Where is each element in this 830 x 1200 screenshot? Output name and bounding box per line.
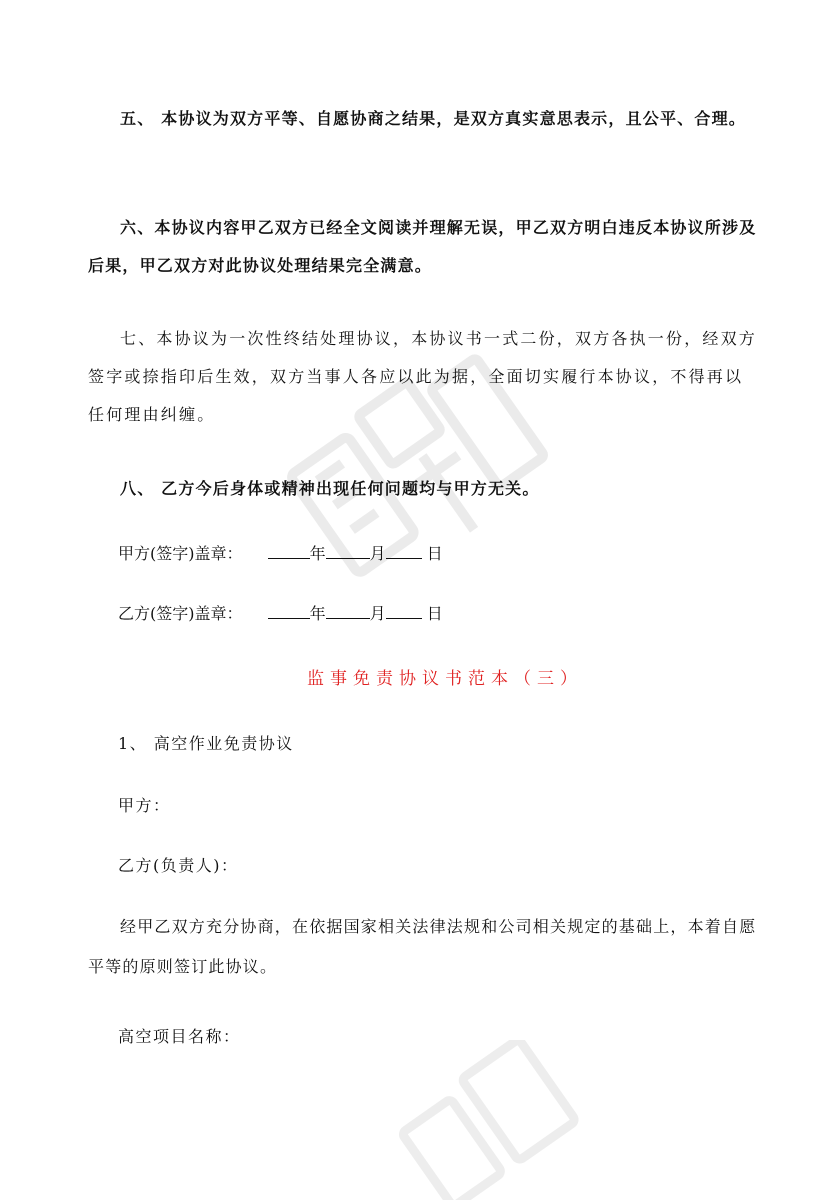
signature-line-party-a (118, 540, 443, 566)
clause-seven: 七、本协议为一次性终结处理协议，本协议书一式二份，双方各执一份，经双方签字或捺指印后生效，双方当事人各应以此为据，全面切实履行本协议，不得再以任何理由纠缠。 (88, 329, 758, 424)
watermark-logo-bottom (380, 1040, 600, 1200)
day-blank[interactable] (386, 540, 422, 559)
section-heading: 监事免责协议书范本（三） (307, 669, 583, 689)
day-label: 日 (426, 544, 443, 563)
day-blank[interactable] (386, 600, 422, 619)
agreement-intro: 经甲乙双方充分协商，在依据国家相关法律法规和公司相关规定的基础上，本着自愿平等的原则签订此协议。 (88, 917, 757, 976)
party-b-line: 乙方(负责人)： (118, 856, 239, 875)
year-blank[interactable] (268, 600, 310, 619)
month-blank[interactable] (326, 540, 370, 559)
signature-line-party-b (118, 600, 443, 626)
year-blank[interactable] (268, 540, 310, 559)
party-b-signature-label: 乙方(签字)盖章： (118, 604, 243, 623)
clause-eight: 八、 乙方今后身体或精神出现任何问题均与甲方无关。 (120, 479, 540, 498)
day-label: 日 (426, 604, 443, 623)
party-a-line: 甲方： (118, 796, 171, 815)
month-blank[interactable] (326, 600, 370, 619)
project-name-line: 高空项目名称： (118, 1027, 241, 1046)
clause-five: 五、 本协议为双方平等、自愿协商之结果，是双方真实意思表示，且公平、合理。 (120, 109, 746, 128)
clause-six: 六、本协议内容甲乙双方已经全文阅读并理解无误，甲乙双方明白违反本协议所涉及后果，甲乙双方对此协议处理结果完全满意。 (88, 218, 757, 275)
party-a-signature-label: 甲方(签字)盖章： (118, 544, 243, 563)
month-label: 月 (369, 544, 386, 563)
item-one-title: 1、 高空作业免责协议 (118, 734, 294, 753)
month-label: 月 (369, 604, 386, 623)
year-label: 年 (309, 604, 326, 623)
year-label: 年 (309, 544, 326, 563)
